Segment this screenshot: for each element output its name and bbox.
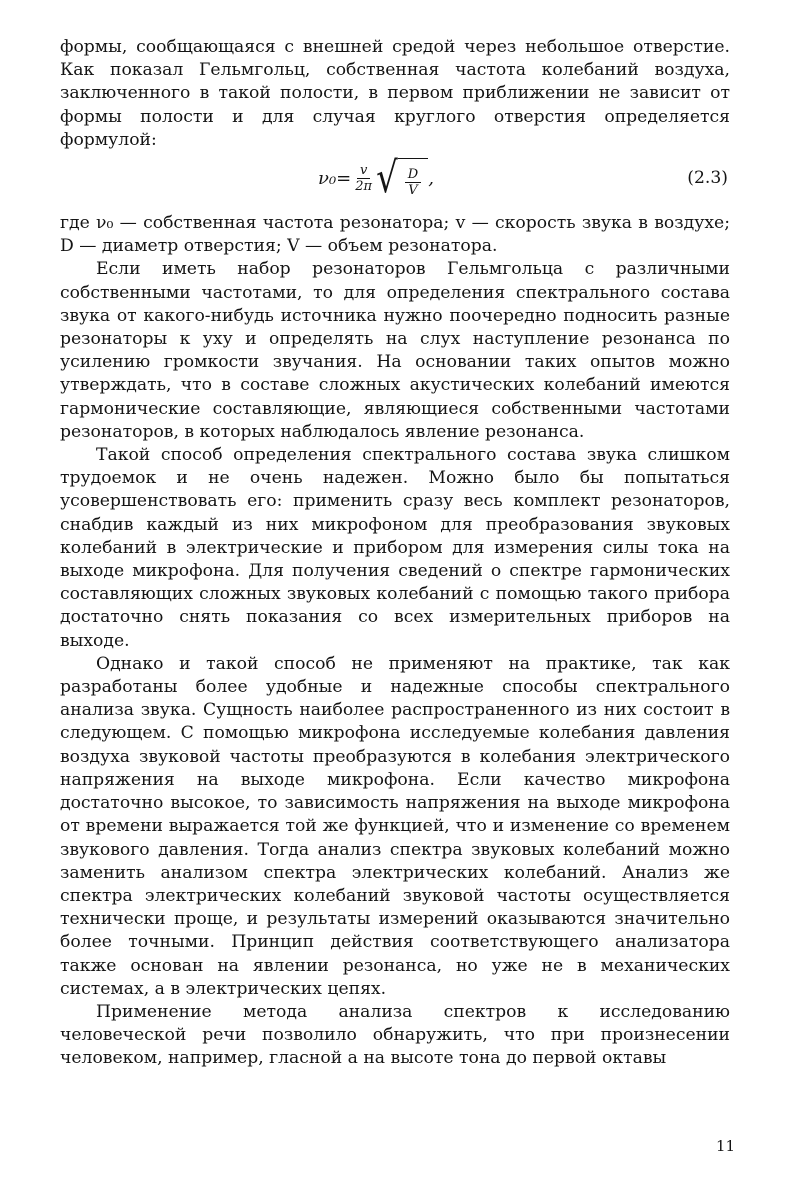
- paragraph-spectral-analysis: Однако и такой способ не применяют на практике, так как разработаны более удобные и надежные способы спектрального анализа звука. Сущность наиболее распространенного из них состоит в следующем. С помощью микрофона исследуемые колебания давления воздуха звуковой частоты преобразуются в колебания электрического напряжения на выходе микрофона. Если качество микрофона достаточно высокое, то зависимость напряжения на выходе микрофона от времени выражается той же функцией, что и изменение со временем звукового давления. Тогда анализ спектра звуковых колебаний можно заменить анализом спектра электрических колебаний. Анализ же спектра электрических колебаний звуковой частоты осуществляется технически проще, и результаты измерений оказываются значительно более точными. Принцип действия соответствующего анализатора также основан на явлении резонанса, но уже не в механических системах, а в электрических цепях.: [60, 653, 730, 999]
- radicand-numerator: D: [405, 167, 421, 183]
- paragraph-method-improvement: Такой способ определения спектрального состава звука слишком трудоемок и не очень надежен. Можно было бы попытаться усовершенствовать его: применить сразу весь комплект резонаторов, снабдив каждый из них микрофоном для преобразования звуковых колебаний в электрические и прибором для измерения силы тока на выходе микрофона. Для получения сведений о спектре гармонических составляющих сложных звуковых колебаний с помощью такого прибора достаточно снять показания со всех измерительных приборов на выходе.: [60, 445, 730, 651]
- formula-comma: ,: [428, 167, 434, 189]
- paragraph-continuation: формы, сообщающаяся с внешней средой через небольшое отверстие. Как показал Гельмгольц, собственная частота колебаний воздуха, заключенного в такой полости, в первом приближении не зависит от формы полости и для случая круглого отверстия определяется формулой:: [60, 37, 730, 150]
- equation-2-3: [60, 154, 730, 212]
- radical-sign-icon: √: [376, 153, 398, 204]
- paragraph-speech-analysis: Применение метода анализа спектров к исследованию человеческой речи позволило обнаружить, что при произнесении человеком, например, гласной а на высоте тона до первой октавы: [60, 1001, 730, 1069]
- paragraph-definitions: где ν₀ — собственная частота резонатора; v — скорость звука в воздухе; D — диаметр отверстия; V — объем резонатора.: [60, 213, 730, 257]
- paragraph-helmholtz-resonators: Если иметь набор резонаторов Гельмгольца с различными собственными частотами, то для определения спектрального состава звука от какого-нибудь источника нужно поочередно подносить разные резонаторы к уху и определять на слух наступление резонанса по усилению громкости звучания. На основании таких опытов можно утверждать, что в составе сложных акустических колебаний имеются гармонические составляющие, являющиеся собственными частотами резонаторов, в которых наблюдалось явление резонанса.: [60, 259, 730, 442]
- equation-number: (2.3): [687, 168, 728, 189]
- page-body: [60, 36, 730, 1071]
- fraction-denominator: 2π: [355, 178, 373, 194]
- fraction-numerator: v: [357, 163, 370, 179]
- formula: [318, 153, 434, 204]
- formula-lhs: ν₀=: [318, 167, 352, 189]
- radicand: [398, 158, 428, 198]
- square-root: [376, 153, 428, 204]
- page-number: 11: [716, 1137, 736, 1155]
- formula-fraction: [355, 163, 372, 194]
- radicand-denominator: V: [408, 183, 418, 199]
- radicand-fraction: [405, 167, 421, 198]
